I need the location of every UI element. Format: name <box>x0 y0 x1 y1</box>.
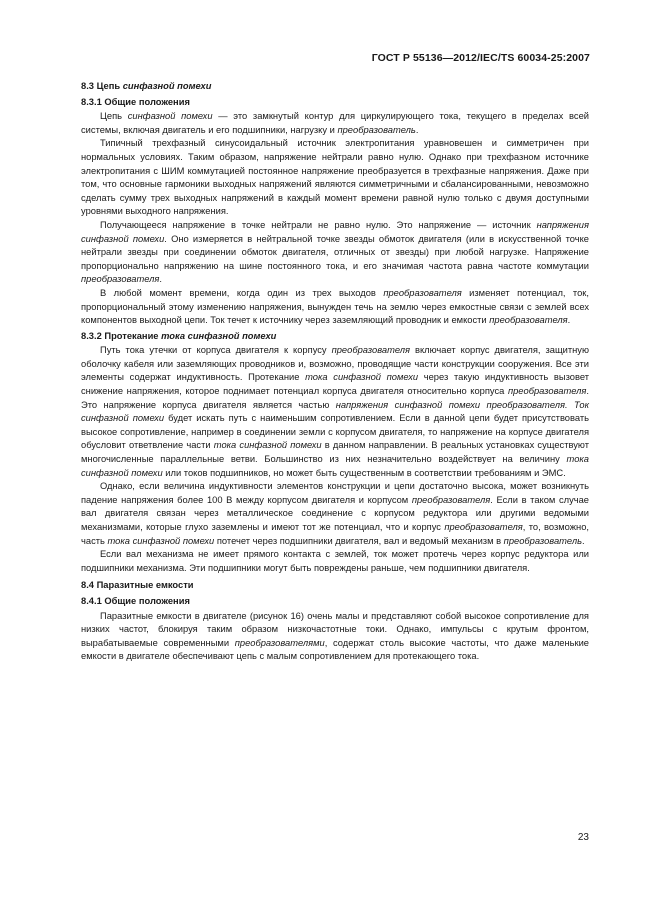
section-8-3-heading: 8.3 Цепь синфазной помехи <box>81 81 212 91</box>
italic-term: преобразователя <box>444 522 523 532</box>
italic-term: тока синфазной помехи <box>213 440 322 451</box>
section-8-3-2-heading: 8.3.2 Протекание тока синфазной помехи <box>81 330 277 341</box>
italic-term: преобразователями <box>234 637 325 648</box>
italic-term: тока синфазной помехи <box>107 535 215 546</box>
paragraph: Получающееся напряжение в точке нейтрали не равно нулю. Это напряжение — источник напряжения синфазной помехи. Оно измеряется в нейтральной точке звезды обмоток двигателя (или в искусственной точке нейтрали звезды при соединении обмоток двигателя, отличных от звезды) при любой нагрузке. Напряжение пропорционально напряжению на шине постоянного тока, и его значимая частота равна частоте коммутации преобразователя. <box>81 219 589 285</box>
paragraph: Типичный трехфазный синусоидальный источник электропитания уравновешен и симметричен при нормальных условиях. Таким образом, напряжение нейтрали равно нулю. Однако при трехфазном источнике электропитания с ШИМ коммутацией постоянное напряжение преобразуется в трехфазные напряжения. Даже при том, что основные гармоники выходных напряжений являются симметричными и сбалансированными, невозможно сделать сумму трех выходных напряжений в каждый момент времени равной нулю только с двумя доступными уровнями выходного напряжения. <box>81 138 589 217</box>
italic-term: синфазной помехи <box>127 111 213 122</box>
section-8-3-1-heading: 8.3.1 Общие положения <box>81 96 190 107</box>
italic-term: напряжения синфазной помехи преобразователя. Ток синфазной помехи <box>81 399 589 424</box>
italic-term: преобразователь <box>337 124 416 135</box>
italic-term: тока синфазной помехи <box>305 372 419 383</box>
italic-term: преобразователь <box>503 535 583 546</box>
italic-term: преобразователя <box>411 494 491 505</box>
section-8-4-heading: 8.4 Паразитные емкости <box>81 580 194 591</box>
italic-term: преобразователя <box>507 386 587 397</box>
paragraph: Однако, если величина индуктивности элементов конструкции и цепи достаточно высока, может возникнуть падение напряжения более 100 В между корпусом двигателя и корпусом преобразователя. Если в таком случае вал двигателя связан через металлическое соединение с корпусом редуктора или другими ведомыми механизмами, которые глухо заземлены и имеют тот же потенциал, что и корпус преобразователя, то, возможно, часть тока синфазной помехи потечет через подшипники двигателя, вал и ведомый механизм в преобразователь. <box>81 481 590 546</box>
paragraph: В любой момент времени, когда один из трех выходов преобразователя изменяет потенциал, ток, пропорциональный этому изменению напряжения, вынужден течь на землю через емкостные связи с землей всех компонентов выходной цепи. Ток течет к источнику через заземляющий проводник и емкости преобразователя. <box>81 287 589 326</box>
paragraph: Паразитные емкости в двигателе (рисунок 16) очень малы и представляют собой высокое сопротивление для низких частот, блокируя таким образом низкочастотные токи. Однако, импульсы с крутым фронтом, вырабатываемые современными преобразователями, содержат столь высокие частоты, что даже маленькие емкости в двигателе обеспечивают цепь с малым сопротивлением для протекающего тока. <box>81 610 589 662</box>
italic-term: преобразователя <box>81 274 160 285</box>
italic-term: преобразователя <box>331 345 411 356</box>
italic-term: преобразователя <box>489 315 568 326</box>
italic-term: преобразователя <box>383 287 462 298</box>
page-number: 23 <box>577 832 589 843</box>
italic-term: напряжения синфазной помехи <box>81 219 589 244</box>
italic-term: тока синфазной помехи <box>81 454 589 478</box>
paragraph: Если вал механизма не имеет прямого контакта с землей, ток может протечь через корпус редуктора или подшипники механизма. Эти подшипники могут быть повреждены раньше, чем подшипники двигателя. <box>81 549 589 573</box>
section-8-4-1-heading: 8.4.1 Общие положения <box>81 595 190 606</box>
document-body <box>81 80 589 664</box>
paragraph: Путь тока утечки от корпуса двигателя к корпусу преобразователя включает корпус двигателя, защитную оболочку кабеля или заземляющих проводников и, возможно, проводящие части конструкции сооружения. Все эти элементы содержат индуктивность. Протекание тока синфазной помехи через такую индуктивность вызовет снижение напряжения, которое поднимает потенциал корпуса двигателя относительно корпуса преобразователя. Это напряжение корпуса двигателя является частью напряжения синфазной помехи преобразователя. Ток синфазной помехи будет искать путь с наименьшим сопротивлением. Если в данной цепи будет присутствовать высокое сопротивление, например в соединении земли с корпусом двигателя, то напряжение на корпусе двигателя обусловит ответвление части тока синфазной помехи в данном направлении. В реальных установках существуют многочисленные параллельные ветви. Большинство из них незначительно воздействует на величину тока синфазной помехи или токов подшипников, но может быть существенным в соответствии требованиям и ЭМС. <box>81 345 590 478</box>
standard-header: ГОСТ Р 55136—2012/IEC/TS 60034-25:2007 <box>371 52 590 64</box>
italic-term: тока синфазной помехи <box>161 330 277 341</box>
paragraph: Цепь синфазной помехи — это замкнутый контур для циркулирующего тока, текущего в пределах всей системы, включая двигатель и его подшипники, нагрузку и преобразователь. <box>81 111 589 135</box>
italic-term: синфазной помехи <box>122 81 212 91</box>
